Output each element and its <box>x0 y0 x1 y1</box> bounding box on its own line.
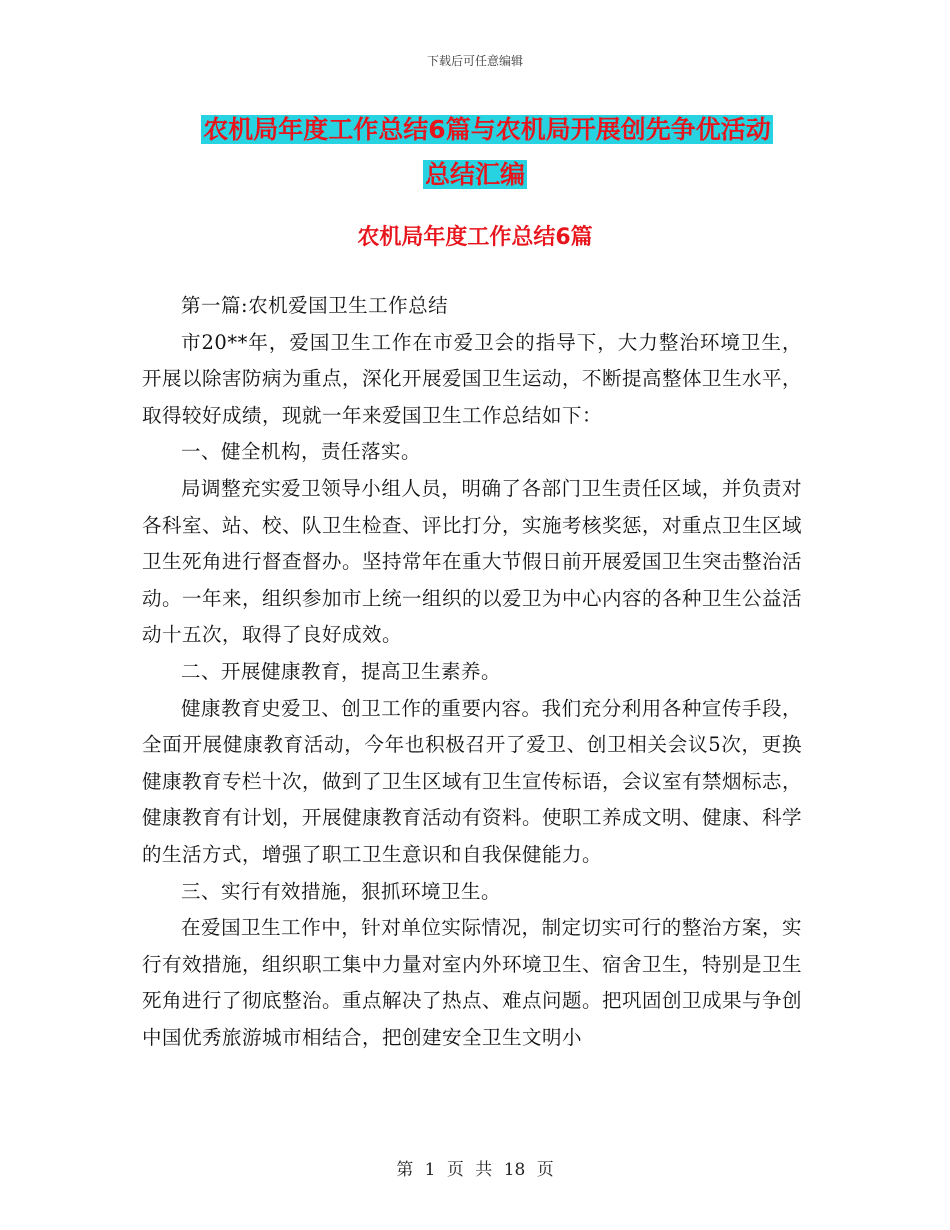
paragraph: 三、实行有效措施，狠抓环境卫生。 <box>181 879 502 903</box>
paragraph: 在爱国卫生工作中，针对单位实际情况，制定切实可行的整治方案，实行有效措施，组织职工集中力量对室内外环境卫生、宿舍卫生，特别是卫生死角进行了彻底整治。重点解决了热点、难点问题。把巩固创卫成果与争创中国优秀旅游城市相结合，把创建安全卫生文明小 <box>142 916 803 1049</box>
page-header-note: 下载后可任意编辑 <box>426 54 523 68</box>
paragraph: 二、开展健康教育，提高卫生素养。 <box>181 659 502 683</box>
document-title-text-2: 总结汇编 <box>424 160 525 189</box>
document-title-text-1: 农机局年度工作总结6篇与农机局开展创先争优活动 <box>203 115 771 144</box>
paragraph: 市20**年，爱国卫生工作在市爱卫会的指导下，大力整治环境卫生，开展以除害防病为重点，深化开展爱国卫生运动，不断提高整体卫生水平，取得较好成绩，现就一年来爱国卫生工作总结如下： <box>142 330 803 427</box>
document-body <box>142 288 802 1056</box>
paragraph: 健康教育史爱卫、创卫工作的重要内容。我们充分利用各种宣传手段，全面开展健康教育活动，今年也积极召开了爱卫、创卫相关会议5次，更换健康教育专栏十次，做到了卫生区域有卫生宣传标语，会议室有禁烟标志，健康教育有计划，开展健康教育活动有资料。使职工养成文明、健康、科学的生活方式，增强了职工卫生意识和自我保健能力。 <box>142 696 803 866</box>
paragraph: 第一篇:农机爱国卫生工作总结 <box>181 294 449 317</box>
section-heading: 农机局年度工作总结6篇 <box>357 225 593 250</box>
document-title-line-1 <box>0 108 950 152</box>
page-number: 第 1 页 共 18 页 <box>396 1160 554 1180</box>
paragraph: 一、健全机构，责任落实。 <box>181 440 422 464</box>
paragraph: 局调整充实爱卫领导小组人员，明确了各部门卫生责任区域，并负责对各科室、站、校、队卫生检查、评比打分，实施考核奖惩，对重点卫生区域卫生死角进行督查督办。坚持常年在重大节假日前开展爱国卫生突击整治活动。一年来，组织参加市上统一组织的以爱卫为中心内容的各种卫生公益活动十五次，取得了良好成效。 <box>142 476 803 647</box>
document-title-line-2 <box>0 153 950 197</box>
